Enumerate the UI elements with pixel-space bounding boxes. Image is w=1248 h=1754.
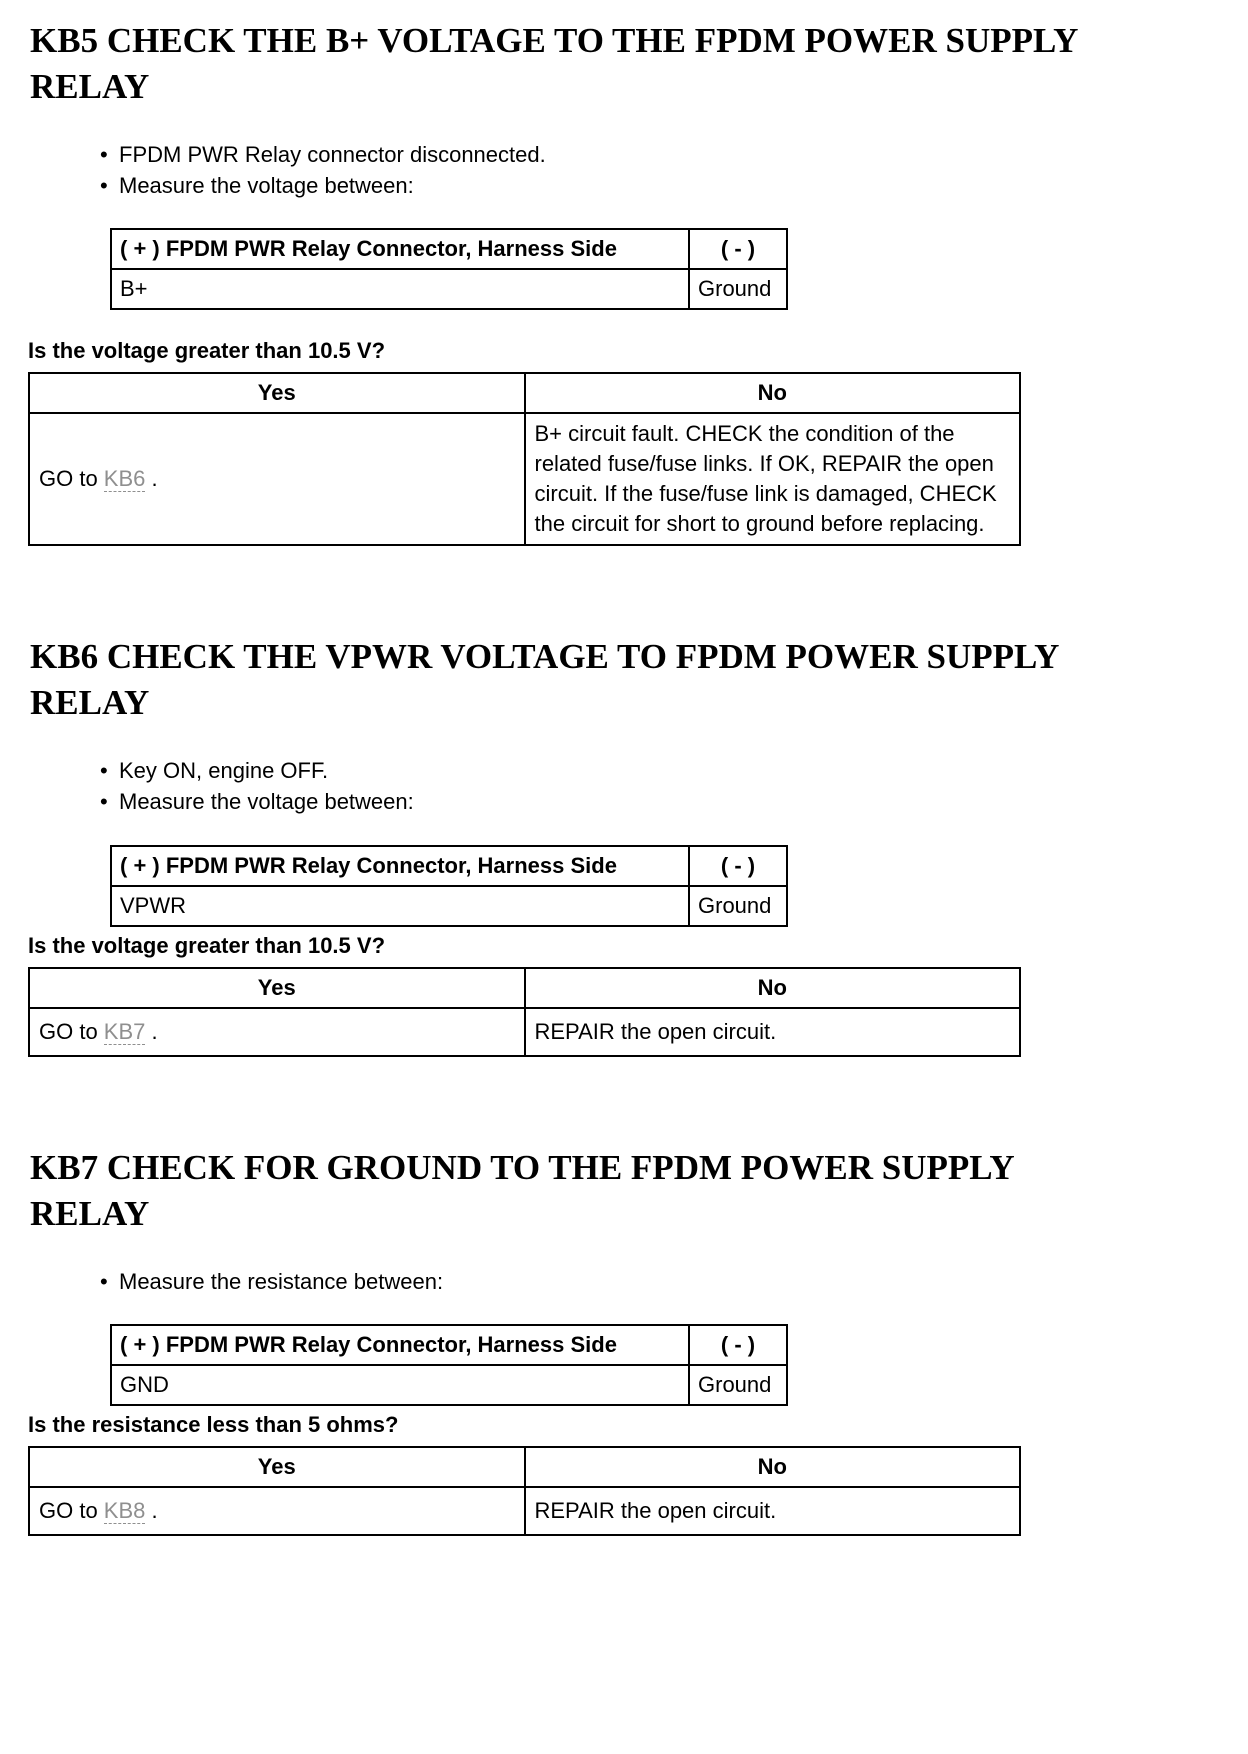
question-text: Is the voltage greater than 10.5 V? — [28, 932, 386, 958]
kb8-link[interactable]: KB8 — [103, 1497, 146, 1523]
table-row — [29, 1447, 1020, 1487]
section-kb5-title: KB5 CHECK THE B+ VOLTAGE TO THE FPDM POWER SUPPLY RELAY — [30, 21, 1078, 107]
kb7-link[interactable]: KB7 — [103, 1018, 146, 1044]
table-row — [111, 1325, 787, 1365]
yes-action-suffix: . — [145, 466, 158, 492]
measure-table — [110, 228, 788, 310]
no-action-cell: REPAIR the open circuit. — [525, 1008, 1021, 1056]
instruction-item: • Measure the resistance between: — [100, 1267, 1220, 1296]
measure-minus-header: ( - ) — [689, 229, 787, 269]
yes-action-cell — [29, 1008, 525, 1056]
section-kb5 — [28, 18, 1220, 546]
yes-column-header: Yes — [29, 373, 525, 413]
no-action-cell: REPAIR the open circuit. — [525, 1487, 1021, 1535]
table-row — [111, 886, 787, 926]
yes-action-suffix: . — [145, 1497, 158, 1523]
yes-action-cell — [29, 1487, 525, 1535]
measure-plus-value: VPWR — [111, 886, 689, 926]
table-row — [29, 1008, 1020, 1056]
result-table — [28, 372, 1021, 546]
section-kb7 — [28, 1145, 1220, 1536]
kb6-link[interactable]: KB6 — [103, 466, 146, 492]
result-table — [28, 1446, 1021, 1536]
measure-minus-value: Ground — [689, 886, 787, 926]
instruction-item: • Measure the voltage between: — [100, 171, 1220, 200]
yes-action-prefix: GO to — [39, 1018, 104, 1044]
measure-plus-header: ( + ) FPDM PWR Relay Connector, Harness Side — [111, 229, 689, 269]
measure-plus-value: B+ — [111, 269, 689, 309]
measure-minus-value: Ground — [689, 269, 787, 309]
section-kb6 — [28, 634, 1220, 1056]
no-column-header: No — [525, 968, 1021, 1008]
table-row — [111, 229, 787, 269]
table-row — [111, 1365, 787, 1405]
yes-action-prefix: GO to — [39, 1497, 104, 1523]
measure-table — [110, 845, 788, 927]
table-row — [111, 846, 787, 886]
yes-action-prefix: GO to — [39, 466, 104, 492]
yes-action-cell — [29, 413, 525, 545]
instruction-item: • FPDM PWR Relay connector disconnected. — [100, 140, 1220, 169]
section-kb6-title: KB6 CHECK THE VPWR VOLTAGE TO FPDM POWER SUPPLY RELAY — [30, 637, 1059, 723]
yes-column-header: Yes — [29, 1447, 525, 1487]
table-row — [29, 1487, 1020, 1535]
instruction-list — [100, 1267, 1220, 1296]
no-column-header: No — [525, 1447, 1021, 1487]
table-row — [111, 269, 787, 309]
measure-minus-value: Ground — [689, 1365, 787, 1405]
instruction-list — [100, 756, 1220, 816]
no-column-header: No — [525, 373, 1021, 413]
measure-plus-header: ( + ) FPDM PWR Relay Connector, Harness Side — [111, 846, 689, 886]
measure-plus-value: GND — [111, 1365, 689, 1405]
table-row — [29, 413, 1020, 545]
table-row — [29, 968, 1020, 1008]
instruction-item: • Measure the voltage between: — [100, 787, 1220, 816]
measure-minus-header: ( - ) — [689, 846, 787, 886]
instruction-list — [100, 140, 1220, 200]
question-text: Is the resistance less than 5 ohms? — [28, 1411, 399, 1437]
yes-action-suffix: . — [145, 1018, 158, 1044]
table-row — [29, 373, 1020, 413]
question-text: Is the voltage greater than 10.5 V? — [28, 338, 386, 364]
result-table — [28, 967, 1021, 1057]
measure-minus-header: ( - ) — [689, 1325, 787, 1365]
instruction-item: • Key ON, engine OFF. — [100, 756, 1220, 785]
measure-plus-header: ( + ) FPDM PWR Relay Connector, Harness Side — [111, 1325, 689, 1365]
yes-column-header: Yes — [29, 968, 525, 1008]
section-kb7-title: KB7 CHECK FOR GROUND TO THE FPDM POWER SUPPLY RELAY — [30, 1147, 1014, 1233]
measure-table — [110, 1324, 788, 1406]
no-action-cell: B+ circuit fault. CHECK the condition of the related fuse/fuse links. If OK, REPAIR the open circuit. If the fuse/fuse link is damaged, CHECK the circuit for short to ground before replacing. — [525, 413, 1021, 545]
